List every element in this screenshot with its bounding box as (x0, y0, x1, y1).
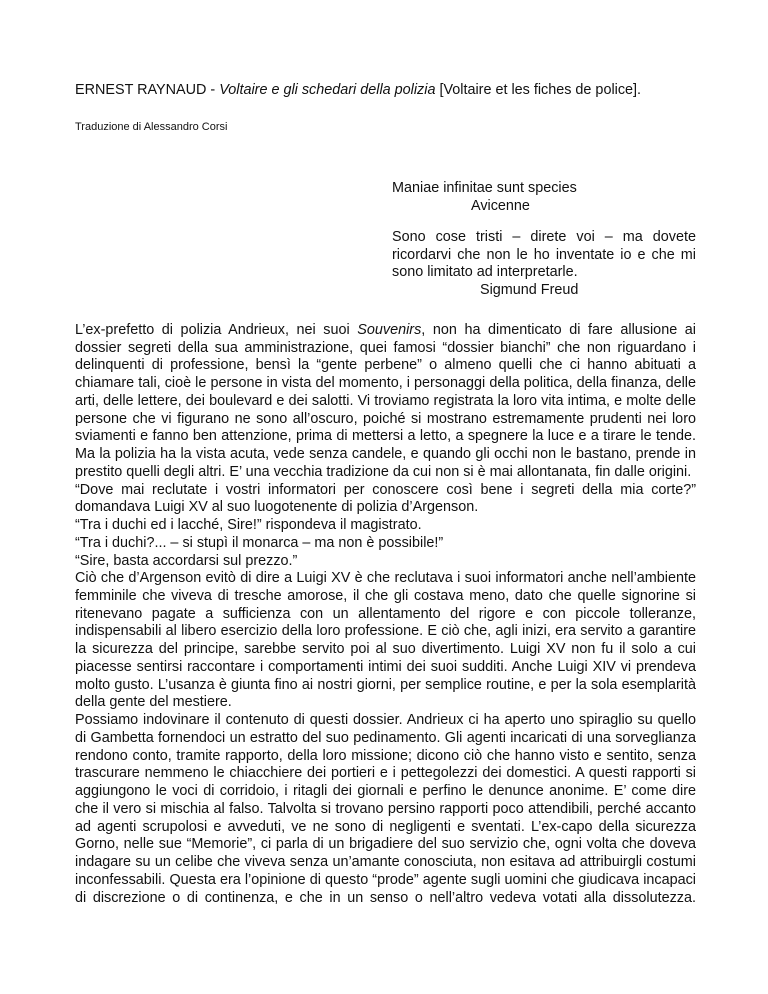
epigraph-author: Avicenne (471, 197, 530, 214)
paragraph: “Tra i duchi?... – si stupì il monarca – ma non è possibile!” (75, 534, 444, 551)
title-italian: Voltaire e gli schedari della polizia (219, 82, 436, 98)
paragraph-text: , non ha dimenticato di fare allusione ai dossier segreti della sua amministrazione, quei famosi “dossier bianchi” che non riguardano i delinquenti di professione, bensì la “gente perbene” o almeno quelli che ci hanno abituati a chiamare tali, cioè le persone in vista del momento, i personaggi della politica, della finanza, delle arti, delle lettere, dei boulevard e dei salotti. Vi troviamo registrata la loro vita intima, e molte delle persone che vi figurano ne sono all’oscuro, poiché si mostrano estremamente prudenti nei loro sviamenti e fanno ben attenzione, prima di mettersi a letto, a spegnere la luce e a tirare le tende. Ma la polizia ha la vista acuta, vede senza candele, e quando gli occhi non le bastano, prende in prestito quelli degli altri. E’ una vecchia tradizione da cui non si è mai allontanata, fin dalle origini. (75, 322, 696, 480)
epigraph-quote: Maniae infinitae sunt species (392, 180, 577, 196)
epigraph-avicenne (392, 180, 696, 215)
epigraph-author: Sigmund Freud (480, 282, 579, 299)
paragraph-italic-text: Souvenirs (357, 322, 422, 338)
paragraph: “Sire, basta accordarsi sul prezzo.” (75, 552, 298, 569)
title-original: [Voltaire et les fiches de police]. (435, 82, 642, 98)
body-text (75, 322, 696, 907)
paragraph: Possiamo indovinare il contenuto di questi dossier. Andrieux ci ha aperto uno spiraglio su quello di Gambetta fornendoci un estratto del suo pedinamento. Gli agenti incaricati di una sorveglianza rendono conto, tramite rapporto, della loro missione; dicono ciò che hanno visto e sentito, senza trascurare nemmeno le chiacchiere dei portieri e i pettegolezzi dei domestici. A questi rapporti si aggiungono le voci di corridoio, i ritagli dei giornali e perfino le denunce anonime. E’ come dire che il vero si mischia al falso. Talvolta si trovano persino rapporti poco attendibili, perché accanto ad agenti scrupolosi e avveduti, ve ne sono di negligenti e sventati. L’ex-capo della sicurezza Gorno, nelle sue “Memorie”, ci parla di un brigadiere del suo servizio che, ogni volta che doveva indagare su un celibe che viveva senza un’amante conosciuta, non esitava ad attribuirgli costumi inconfessabili. Questa era l’opinione di questo “prode” agente sugli uomini che giudicava incapaci di discrezione o di continenza, e che in un senso o nell’altro vedeva votati alla dissolutezza. (75, 712, 696, 906)
paragraph-text: L’ex-prefetto di polizia Andrieux, nei suoi (75, 322, 358, 338)
epigraph-freud (392, 229, 696, 300)
translator-credit: Traduzione di Alessandro Corsi (75, 121, 228, 133)
epigraph-quote: Sono cose tristi – direte voi – ma dovete ricordarvi che non le ho inventate io e che mi sono limitato ad interpretarle. (392, 229, 696, 281)
title-author: ERNEST RAYNAUD - (75, 82, 220, 98)
document-title (75, 81, 715, 99)
paragraph: “Dove mai reclutate i vostri informatori per conoscere così bene i segreti della mia corte?” domandava Luigi XV al suo luogotenente di polizia d’Argenson. (75, 481, 696, 516)
paragraph (75, 322, 696, 482)
paragraph: “Tra i duchi ed i lacché, Sire!” rispondeva il magistrato. (75, 517, 422, 534)
paragraph: Ciò che d’Argenson evitò di dire a Luigi XV è che reclutava i suoi informatori anche nell’ambiente femminile che viveva di tresche amorose, il che gli costava meno, dato che quelle signorine si ritenevano pagate a sufficienza con un allentamento del rigore e con piccole tolleranze, indispensabili al libero esercizio della loro professione. E ciò che, agli inizi, era servito a garantire la sicurezza del principe, sarebbe servito poi al suo divertimento. Luigi XV non fu il solo a cui piacesse sentirsi raccontare i comportamenti intimi dei suoi sudditi. Anche Luigi XIV vi prendeva molto gusto. L’usanza è giunta fino ai nostri giorni, per semplice routine, e per la sola esemplarità della gente del mestiere. (75, 570, 696, 711)
